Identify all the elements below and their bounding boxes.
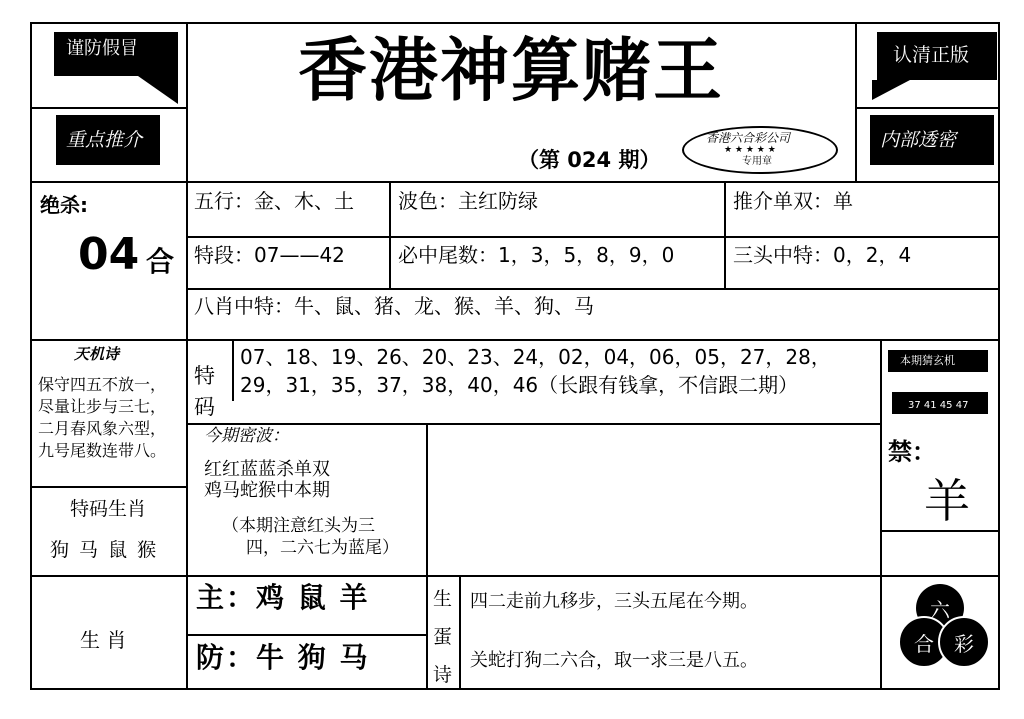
badge-anti-fake-label: 谨防假冒 <box>66 38 138 59</box>
special-codes-line1: 07、18、19、26、20、23、24，02，04，06，05，27，28， <box>240 345 831 369</box>
badge-genuine <box>877 32 997 80</box>
riddle-box-numbers-text: 37 41 45 47 <box>908 400 969 411</box>
tail-text: 必中尾数：1，3，5，8，9，0 <box>398 243 675 267</box>
badge-inside <box>870 115 994 165</box>
special-codes-label-bottom: 码 <box>194 395 215 419</box>
rule <box>186 236 1000 238</box>
rule <box>186 634 426 636</box>
rule <box>724 181 726 289</box>
forbid-label: 禁： <box>888 438 936 466</box>
rule <box>30 107 186 109</box>
riddle-box-title-text: 本期猜玄机 <box>900 354 955 367</box>
shengxiao-label: 生 肖 <box>80 628 127 652</box>
bubble-tail <box>138 76 178 104</box>
secret-note1: （本期注意红头为三 <box>222 516 375 536</box>
tema-zodiac-label: 特码生肖 <box>70 498 147 520</box>
forbid-value: 羊 <box>924 474 970 528</box>
rule <box>459 575 461 690</box>
official-stamp <box>682 126 838 174</box>
bubble-tail <box>872 80 910 100</box>
poem-line1: 四二走前九移步，三头五尾在今期。 <box>470 591 758 612</box>
special-codes-line2: 29，31，35，37，38，40，46（长跟有钱拿，不信跟二期） <box>240 373 799 397</box>
poem-label-char: 诗 <box>433 664 453 686</box>
rule <box>186 423 880 425</box>
special-codes-label-top: 特 <box>194 364 215 388</box>
rule <box>30 486 186 488</box>
badge-genuine-label: 认清正版 <box>893 44 970 66</box>
logo-char: 彩 <box>954 631 974 656</box>
shengxiao-main: 主：鸡 鼠 羊 <box>196 581 370 614</box>
riddle-box-title <box>888 350 988 372</box>
color-text: 波色：主红防绿 <box>398 189 538 213</box>
logo-circle-right <box>938 616 990 668</box>
shengxiao-guard: 防：牛 狗 马 <box>196 641 370 674</box>
kill-unit: 合 <box>146 245 175 278</box>
rule <box>30 339 1000 341</box>
rule <box>855 22 857 182</box>
rule <box>857 107 1000 109</box>
parity-text: 推介单双：单 <box>733 189 853 213</box>
rule <box>426 423 428 690</box>
tianji-line: 二月春风象六型， <box>38 419 167 438</box>
poem-line2: 关蛇打狗二六合，取一求三是八五。 <box>470 650 758 671</box>
secret-line1: 红红蓝蓝杀单双 <box>204 459 330 480</box>
rule <box>186 22 188 690</box>
page-title: 香港神算赌王 <box>298 31 724 111</box>
tianji-line: 保守四五不放一， <box>38 375 167 394</box>
issue-number: （第 024 期） <box>518 148 661 172</box>
badge-inside-label: 内部透密 <box>880 129 957 151</box>
special-range-text: 特段：07——42 <box>194 243 345 267</box>
kill-number: 04 <box>78 229 140 280</box>
wuxing-text: 五行：金、木、土 <box>194 189 354 213</box>
rule <box>232 339 234 401</box>
badge-anti-fake <box>54 32 178 76</box>
badge-recommend-label: 重点推介 <box>66 129 143 151</box>
tianji-line: 九号尾数连带八。 <box>38 441 167 460</box>
badge-recommend <box>56 115 160 165</box>
stamp-sub: 专用章 <box>742 156 772 167</box>
tema-zodiac-values: 狗 马 鼠 猴 <box>50 539 159 561</box>
poem-label-char: 生 <box>433 588 453 610</box>
poem-label-char: 蛋 <box>433 626 453 648</box>
tianji-title: 天机诗 <box>74 345 120 363</box>
kill-label: 绝杀: <box>40 193 88 217</box>
rule <box>880 339 882 690</box>
riddle-box-numbers <box>892 392 988 414</box>
logo-char: 六 <box>930 597 950 622</box>
rule <box>880 530 1000 532</box>
rule <box>30 575 1000 577</box>
stamp-stars: ★ ★ ★ ★ ★ <box>724 145 776 155</box>
eight-zodiac-text: 八肖中特：牛、鼠、猪、龙、猴、羊、狗、马 <box>194 294 594 318</box>
secret-title: 今期密波： <box>204 426 289 446</box>
rule <box>186 288 1000 290</box>
secret-line2: 鸡马蛇猴中本期 <box>204 480 330 501</box>
stamp-text: 香港六合彩公司 <box>706 131 791 145</box>
rule <box>389 181 391 289</box>
tianji-line: 尽量让步与三七， <box>38 397 167 416</box>
secret-note2: 四，二六七为蓝尾） <box>246 538 399 558</box>
tianji-lines <box>38 374 186 462</box>
logo-char: 合 <box>914 631 934 656</box>
heads-text: 三头中特：0，2，4 <box>733 243 912 267</box>
